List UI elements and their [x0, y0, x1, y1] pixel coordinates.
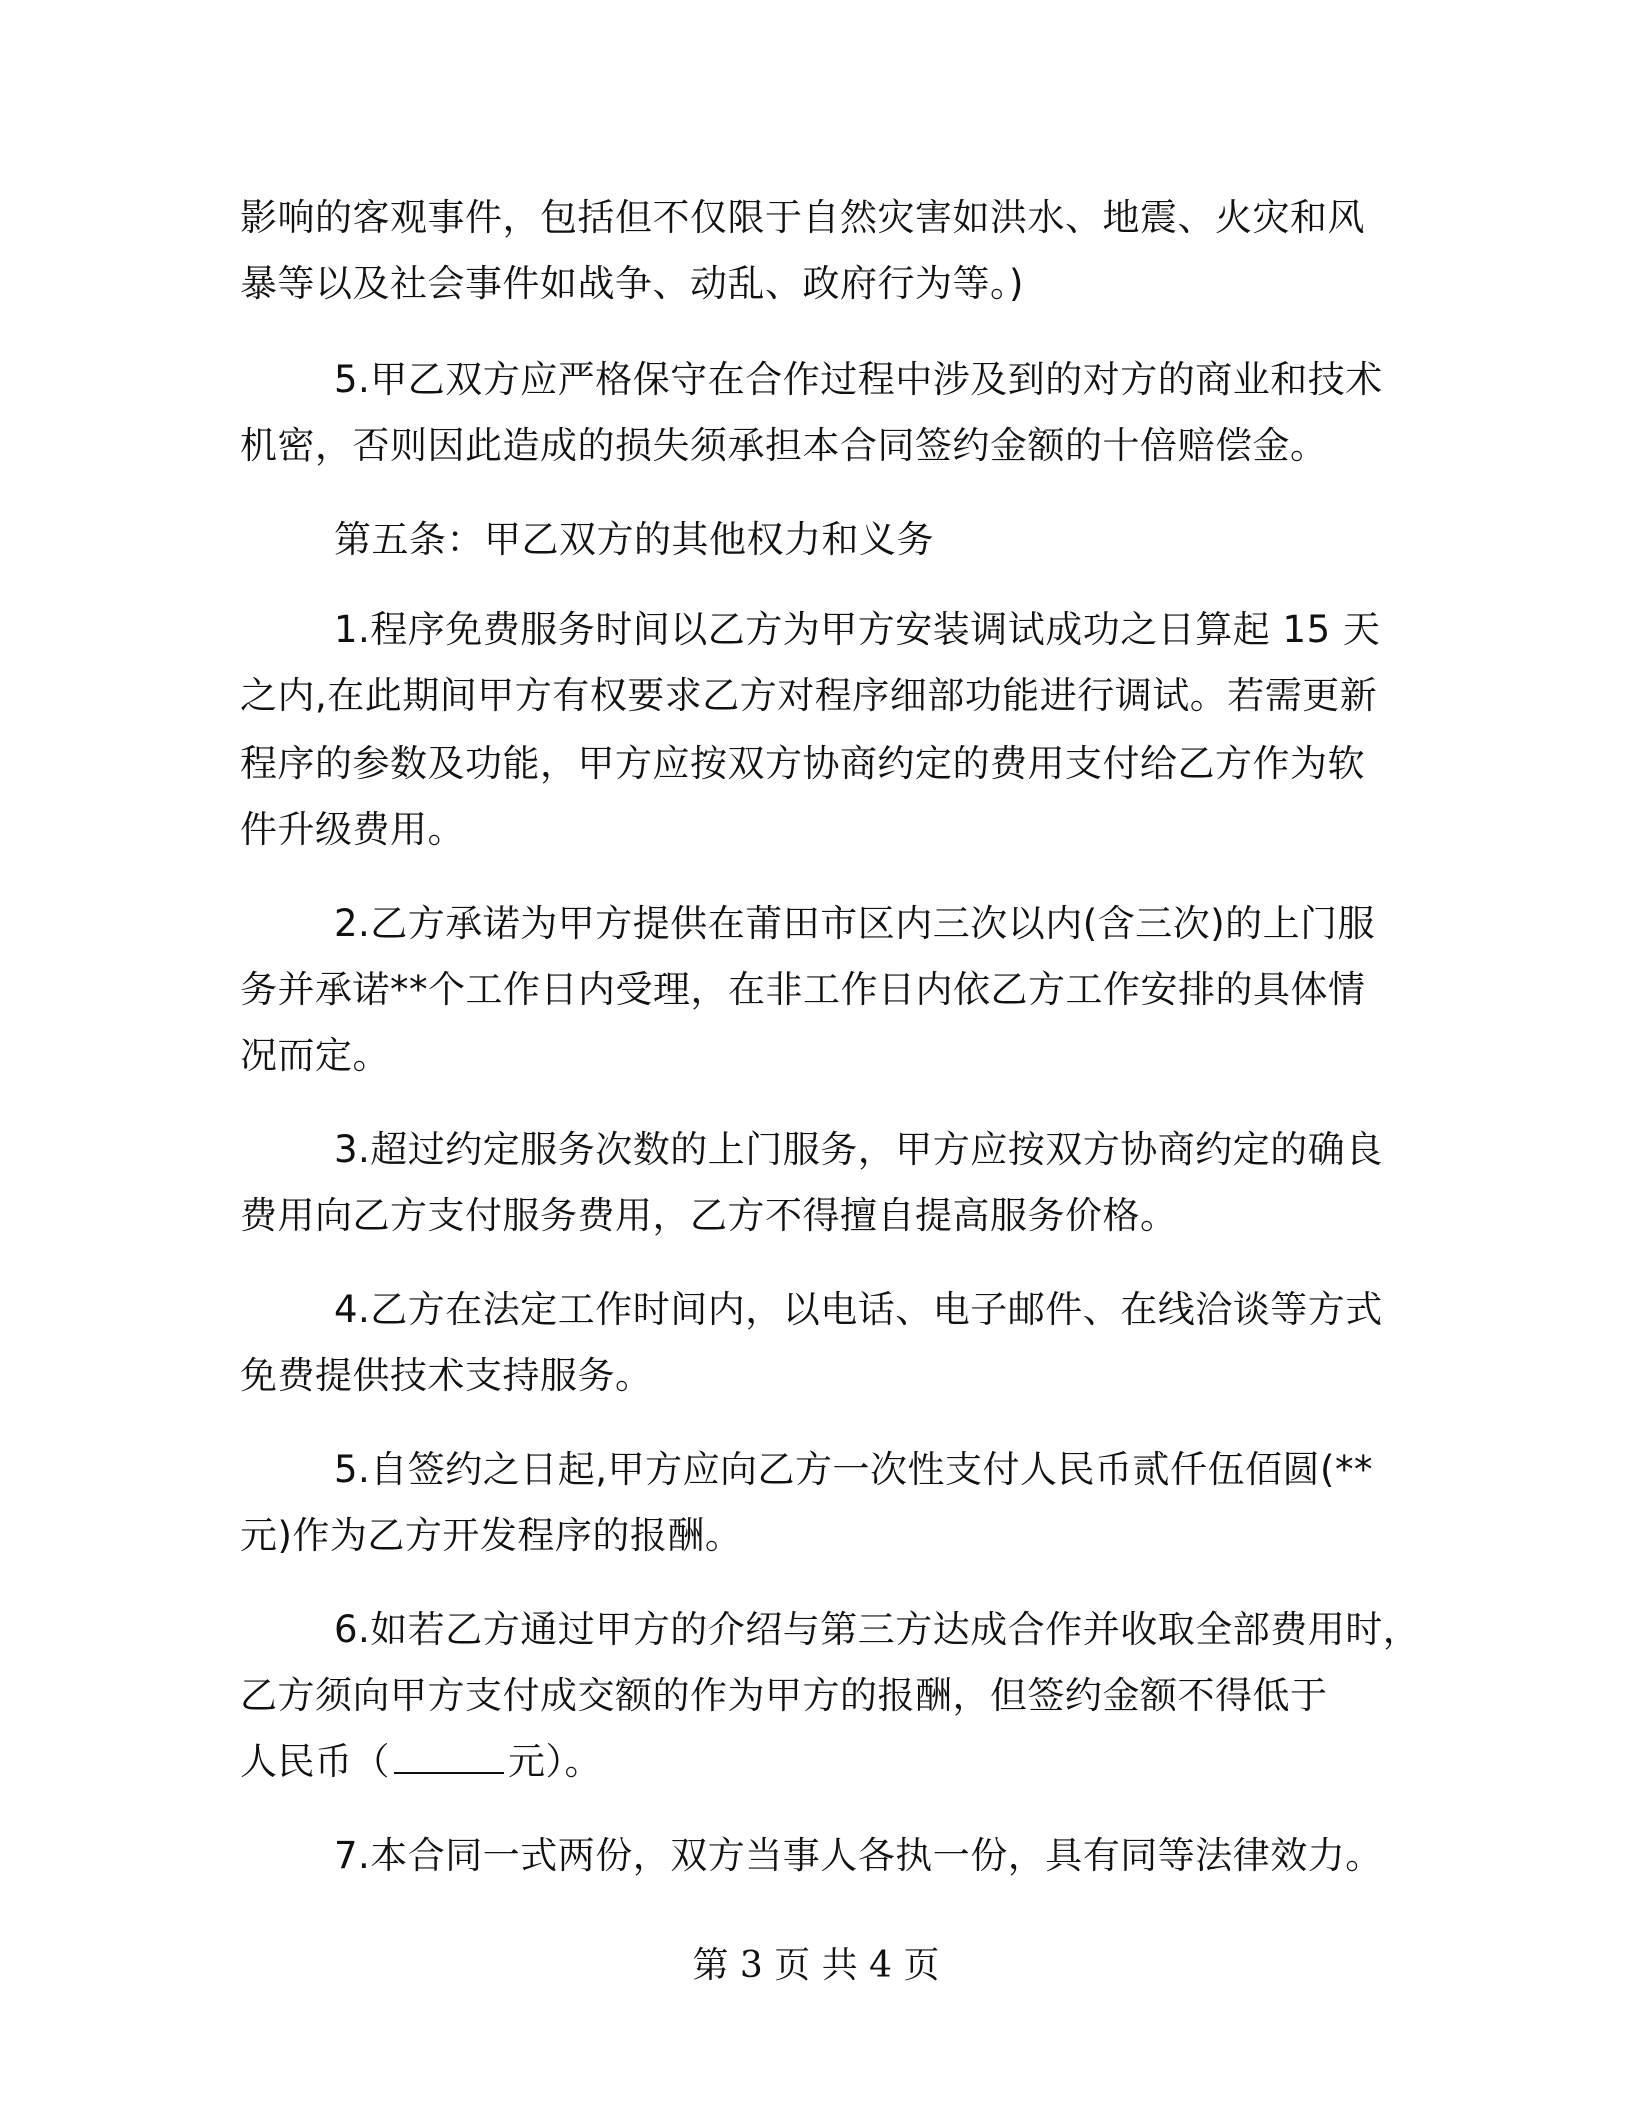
text-line: 机密，否则因此造成的损失须承担本合同签约金额的十倍赔偿金。	[240, 424, 1328, 467]
text-line: 之内,在此期间甲方有权要求乙方对程序细部功能进行调试。若需更新	[240, 674, 1378, 717]
amount-prefix: 人民币（	[240, 1740, 390, 1783]
paragraph-start: 7.本合同一式两份，双方当事人各执一份，具有同等法律效力。	[334, 1834, 1383, 1877]
text-line: 暴等以及社会事件如战争、动乱、政府行为等。)	[240, 262, 1024, 305]
paragraph-start: 1.程序免费服务时间以乙方为甲方安装调试成功之日算起 15 天	[334, 608, 1381, 651]
paragraph-start: 4.乙方在法定工作时间内，以电话、电子邮件、在线洽谈等方式	[334, 1288, 1383, 1331]
amount-line	[240, 1738, 602, 1786]
text-line: 免费提供技术支持服务。	[240, 1354, 653, 1397]
paragraph-start: 5.自签约之日起,甲方应向乙方一次性支付人民币贰仟伍佰圆(**	[334, 1448, 1373, 1491]
amount-blank	[394, 1742, 504, 1774]
text-line: 务并承诺**个工作日内受理，在非工作日内依乙方工作安排的具体情	[240, 968, 1366, 1011]
text-line: 费用向乙方支付服务费用，乙方不得擅自提高服务价格。	[240, 1194, 1178, 1237]
text-line: 乙方须向甲方支付成交额的作为甲方的报酬，但签约金额不得低于	[240, 1674, 1328, 1717]
text-line: 程序的参数及功能，甲方应按双方协商约定的费用支付给乙方作为软	[240, 742, 1365, 785]
text-line: 况而定。	[240, 1034, 390, 1077]
text-line: 影响的客观事件，包括但不仅限于自然灾害如洪水、地震、火灾和风	[240, 196, 1365, 239]
paragraph-start: 2.乙方承诺为甲方提供在莆田市区内三次以内(含三次)的上门服	[334, 902, 1376, 945]
text-line: 元)作为乙方开发程序的报酬。	[240, 1514, 743, 1557]
amount-suffix: 元）。	[508, 1740, 602, 1783]
paragraph-start: 6.如若乙方通过甲方的介绍与第三方达成合作并收取全部费用时，	[334, 1608, 1421, 1651]
paragraph-start: 5.甲乙双方应严格保守在合作过程中涉及到的对方的商业和技术	[334, 358, 1383, 401]
text-line: 件升级费用。	[240, 808, 465, 851]
section-heading: 第五条：甲乙双方的其他权力和义务	[334, 518, 934, 561]
paragraph-start: 3.超过约定服务次数的上门服务，甲方应按双方协商约定的确良	[334, 1128, 1383, 1171]
page-number-footer: 第 3 页 共 4 页	[692, 1945, 940, 1986]
